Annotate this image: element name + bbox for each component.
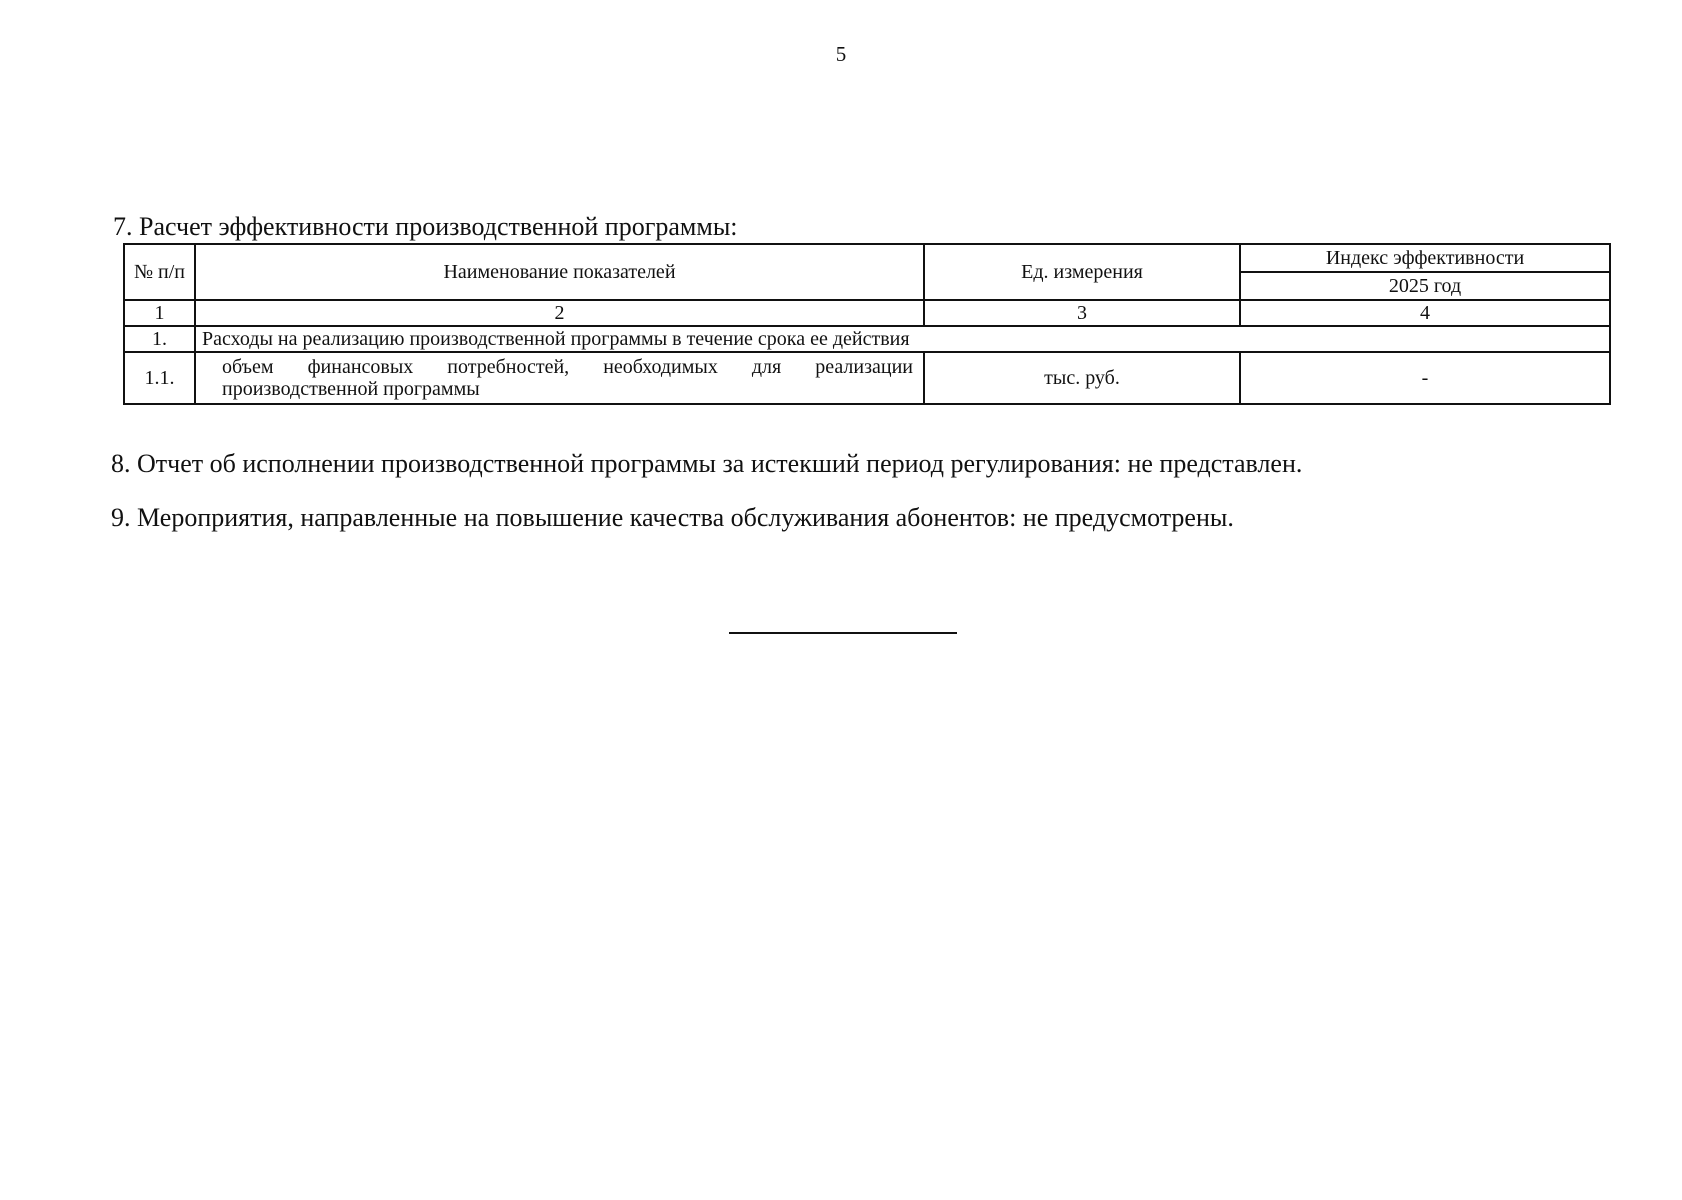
- efficiency-table: [123, 243, 1611, 405]
- section-9-paragraph: 9. Мероприятия, направленные на повышение качества обслуживания абонентов: не предусмотрены.: [111, 503, 1234, 532]
- header-name: Наименование показателей: [195, 244, 924, 300]
- header-index-group: Индекс эффективности: [1240, 244, 1610, 272]
- column-number: 1: [124, 300, 195, 326]
- header-num: № п/п: [124, 244, 195, 300]
- table-row: [124, 326, 1610, 352]
- row-unit: тыс. руб.: [924, 352, 1240, 404]
- header-year: 2025 год: [1240, 272, 1610, 300]
- row-section-title: Расходы на реализацию производственной программы в течение срока ее действия: [195, 326, 1610, 352]
- header-unit: Ед. измерения: [924, 244, 1240, 300]
- column-number: 2: [195, 300, 924, 326]
- section-7-heading: 7. Расчет эффективности производственной программы:: [113, 212, 738, 241]
- row-num: 1.: [124, 326, 195, 352]
- end-of-document-rule: [729, 632, 957, 634]
- row-num: 1.1.: [124, 352, 195, 404]
- row-value: -: [1240, 352, 1610, 404]
- table-row: [124, 352, 1610, 404]
- section-8-paragraph: 8. Отчет об исполнении производственной программы за истекший период регулирования: не представлен.: [111, 449, 1303, 478]
- column-number-row: [124, 300, 1610, 326]
- row-indicator-name: объем финансовых потребностей, необходимых для реализации производственной программы: [195, 352, 924, 404]
- page-number: 5: [835, 42, 847, 66]
- column-number: 4: [1240, 300, 1610, 326]
- table-header-row: [124, 244, 1610, 272]
- column-number: 3: [924, 300, 1240, 326]
